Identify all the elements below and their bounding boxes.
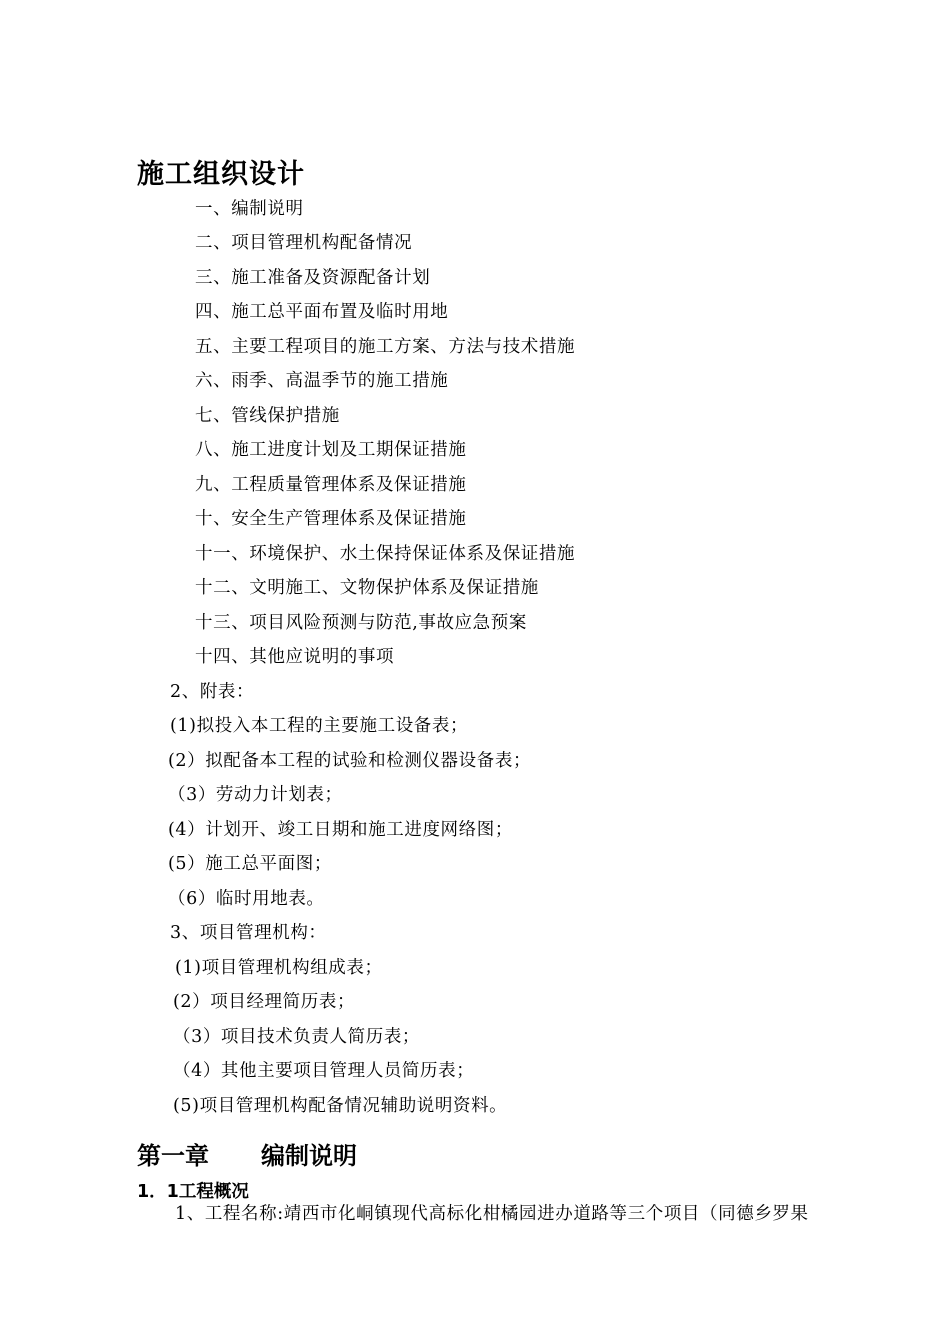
section-heading: 1．1工程概况	[137, 1182, 249, 1202]
chapter-number: 第一章	[137, 1142, 209, 1170]
chapter-heading	[137, 1136, 357, 1171]
toc-item: 四、施工总平面布置及临时用地	[195, 302, 449, 322]
toc-item: 一、编制说明	[195, 199, 304, 219]
toc-item: 十一、环境保护、水土保持保证体系及保证措施	[195, 544, 576, 564]
toc-item: 六、雨季、高温季节的施工措施	[195, 371, 449, 391]
chapter-title: 编制说明	[261, 1142, 357, 1170]
appendix-item: （3）劳动力计划表；	[168, 785, 343, 805]
org-item: （4）其他主要项目管理人员简历表；	[173, 1061, 475, 1081]
org-item: (5)项目管理机构配备情况辅助说明资料。	[173, 1096, 508, 1116]
document-title: 施工组织设计	[137, 159, 305, 190]
toc-item: 十、安全生产管理体系及保证措施	[195, 509, 467, 529]
toc-item: 五、主要工程项目的施工方案、方法与技术措施	[195, 337, 576, 357]
appendix-heading: 2、附表：	[170, 682, 255, 702]
org-heading: 3、项目管理机构：	[170, 923, 327, 943]
toc-item: 十二、文明施工、文物保护体系及保证措施	[195, 578, 539, 598]
toc-item: 十四、其他应说明的事项	[195, 647, 395, 667]
body-paragraph: 1、工程名称:靖西市化峒镇现代高标化柑橘园进办道路等三个项目（同德乡罗果	[175, 1204, 809, 1224]
org-item: (1)项目管理机构组成表；	[175, 958, 383, 978]
toc-item: 三、施工准备及资源配备计划	[195, 268, 431, 288]
toc-item: 十三、项目风险预测与防范,事故应急预案	[195, 613, 527, 633]
appendix-item: (2）拟配备本工程的试验和检测仪器设备表；	[168, 751, 532, 771]
org-item: （3）项目技术负责人简历表；	[173, 1027, 421, 1047]
toc-item: 七、管线保护措施	[195, 406, 340, 426]
appendix-item: (4）计划开、竣工日期和施工进度网络图；	[168, 820, 513, 840]
toc-item: 九、工程质量管理体系及保证措施	[195, 475, 467, 495]
appendix-item: (1)拟投入本工程的主要施工设备表；	[170, 716, 469, 736]
org-item: (2）项目经理简历表；	[173, 992, 356, 1012]
appendix-item: (5）施工总平面图；	[168, 854, 332, 874]
toc-item: 八、施工进度计划及工期保证措施	[195, 440, 467, 460]
toc-item: 二、项目管理机构配备情况	[195, 233, 413, 253]
appendix-item: （6）临时用地表。	[168, 889, 325, 909]
